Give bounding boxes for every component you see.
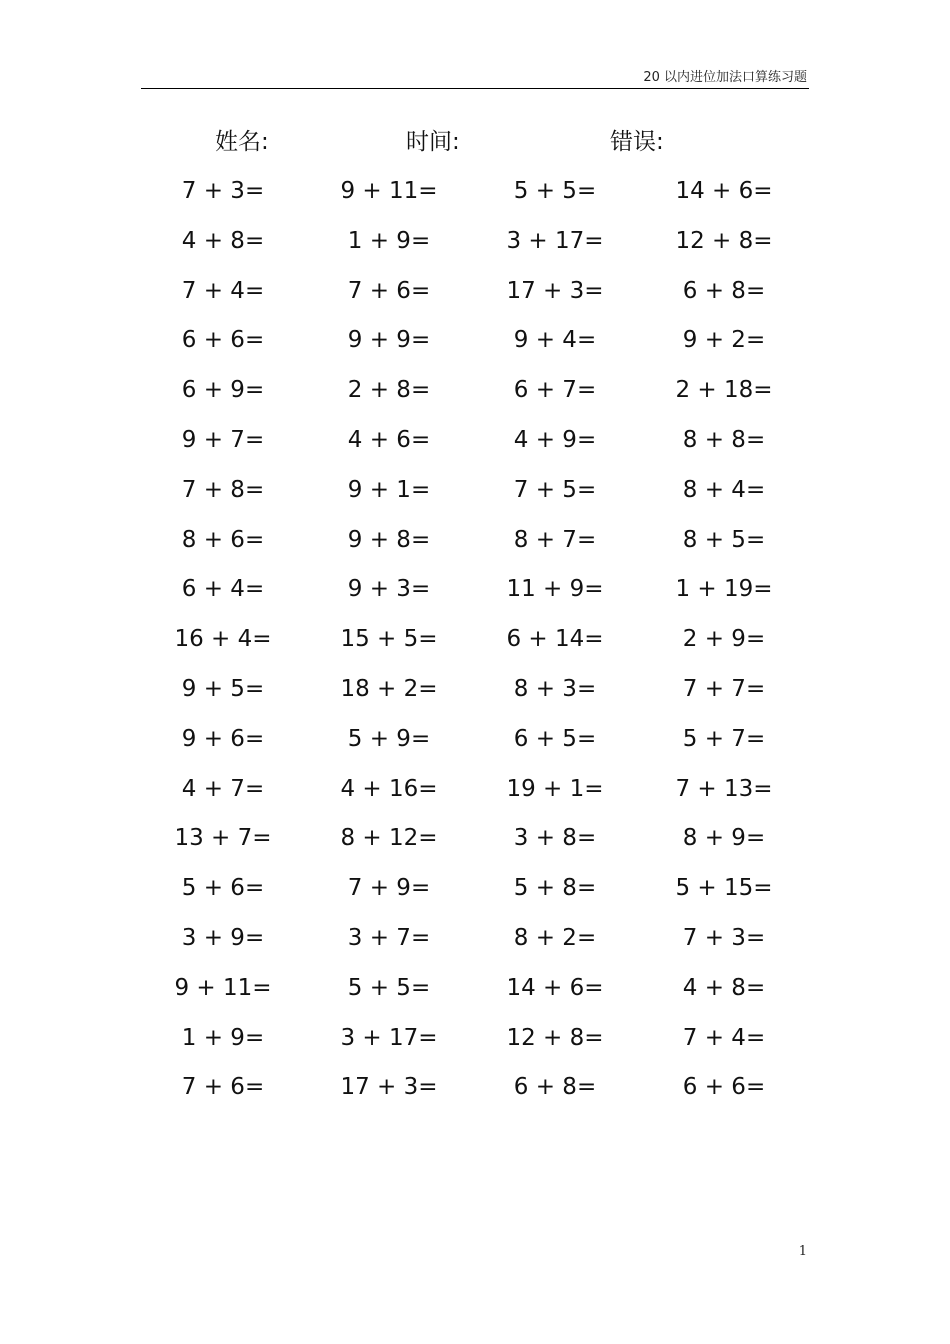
- addition-problem: 5 + 6=: [181, 875, 265, 902]
- addition-problem: 7 + 3=: [181, 178, 265, 204]
- addition-problem: 8 + 5=: [682, 526, 766, 553]
- header-title: 20 以内进位加法口算练习题: [643, 70, 807, 85]
- addition-problem: 6 + 14=: [506, 626, 604, 653]
- addition-problem: 4 + 8=: [181, 227, 265, 254]
- addition-problem: 14 + 6=: [506, 974, 604, 1001]
- addition-problem: 16 + 4=: [174, 626, 272, 653]
- addition-problem: 11 + 9=: [506, 576, 604, 603]
- addition-problem: 6 + 8=: [682, 277, 766, 304]
- addition-problem: 8 + 7=: [513, 526, 597, 553]
- addition-problem: 1 + 19=: [675, 576, 773, 603]
- addition-problem: 12 + 8=: [675, 227, 773, 254]
- addition-problem: 13 + 7=: [174, 825, 272, 852]
- name-field-label: 姓名:: [215, 129, 269, 155]
- addition-problem: 5 + 8=: [513, 875, 597, 902]
- addition-problem: 4 + 8=: [682, 974, 766, 1001]
- addition-problem: 9 + 4=: [513, 327, 597, 354]
- page-number: 1: [798, 1244, 807, 1259]
- addition-problem: 15 + 5=: [340, 626, 438, 653]
- header-divider: [141, 88, 809, 89]
- problem-grid: [140, 174, 810, 1120]
- addition-problem: 5 + 7=: [682, 725, 766, 752]
- addition-problem: 8 + 12=: [340, 825, 438, 852]
- addition-problem: 3 + 9=: [181, 924, 265, 951]
- addition-problem: 9 + 5=: [181, 675, 265, 702]
- addition-problem: 14 + 6=: [675, 178, 773, 204]
- errors-field-label: 错误:: [610, 129, 664, 155]
- addition-problem: 8 + 3=: [513, 675, 597, 702]
- addition-problem: 17 + 3=: [340, 1074, 438, 1101]
- addition-problem: 9 + 3=: [347, 576, 431, 603]
- addition-problem: 8 + 2=: [513, 924, 597, 951]
- addition-problem: 7 + 4=: [682, 1024, 766, 1051]
- addition-problem: 2 + 8=: [347, 377, 431, 404]
- addition-problem: 5 + 15=: [675, 875, 773, 902]
- addition-problem: 18 + 2=: [340, 675, 438, 702]
- addition-problem: 9 + 6=: [181, 725, 265, 752]
- addition-problem: 1 + 9=: [347, 227, 431, 254]
- addition-problem: 9 + 1=: [347, 476, 431, 503]
- addition-problem: 3 + 7=: [347, 924, 431, 951]
- addition-problem: 9 + 11=: [340, 178, 438, 204]
- addition-problem: 5 + 9=: [347, 725, 431, 752]
- addition-problem: 6 + 7=: [513, 377, 597, 404]
- addition-problem: 9 + 11=: [174, 974, 272, 1001]
- addition-problem: 7 + 4=: [181, 277, 265, 304]
- addition-problem: 17 + 3=: [506, 277, 604, 304]
- addition-problem: 12 + 8=: [506, 1024, 604, 1051]
- addition-problem: 7 + 6=: [181, 1074, 265, 1101]
- addition-problem: 2 + 9=: [682, 626, 766, 653]
- time-field-label: 时间:: [406, 129, 460, 155]
- addition-problem: 7 + 3=: [682, 924, 766, 951]
- addition-problem: 3 + 17=: [506, 227, 604, 254]
- addition-problem: 8 + 9=: [682, 825, 766, 852]
- addition-problem: 3 + 8=: [513, 825, 597, 852]
- addition-problem: 4 + 6=: [347, 426, 431, 453]
- addition-problem: 6 + 6=: [682, 1074, 766, 1101]
- addition-problem: 8 + 6=: [181, 526, 265, 553]
- addition-problem: 8 + 4=: [682, 476, 766, 503]
- addition-problem: 8 + 8=: [682, 426, 766, 453]
- addition-problem: 9 + 9=: [347, 327, 431, 354]
- addition-problem: 4 + 9=: [513, 426, 597, 453]
- addition-problem: 5 + 5=: [347, 974, 431, 1001]
- addition-problem: 1 + 9=: [181, 1024, 265, 1051]
- addition-problem: 7 + 13=: [675, 775, 773, 802]
- addition-problem: 7 + 6=: [347, 277, 431, 304]
- addition-problem: 2 + 18=: [675, 377, 773, 404]
- addition-problem: 6 + 8=: [513, 1074, 597, 1101]
- addition-problem: 9 + 7=: [181, 426, 265, 453]
- addition-problem: 6 + 6=: [181, 327, 265, 354]
- addition-problem: 3 + 17=: [340, 1024, 438, 1051]
- addition-problem: 6 + 4=: [181, 576, 265, 603]
- addition-problem: 6 + 9=: [181, 377, 265, 404]
- addition-problem: 5 + 5=: [513, 178, 597, 204]
- addition-problem: 7 + 5=: [513, 476, 597, 503]
- addition-problem: 9 + 2=: [682, 327, 766, 354]
- addition-problem: 7 + 7=: [682, 675, 766, 702]
- addition-problem: 7 + 9=: [347, 875, 431, 902]
- addition-problem: 4 + 16=: [340, 775, 438, 802]
- addition-problem: 4 + 7=: [181, 775, 265, 802]
- addition-problem: 6 + 5=: [513, 725, 597, 752]
- addition-problem: 19 + 1=: [506, 775, 604, 802]
- addition-problem: 7 + 8=: [181, 476, 265, 503]
- addition-problem: 9 + 8=: [347, 526, 431, 553]
